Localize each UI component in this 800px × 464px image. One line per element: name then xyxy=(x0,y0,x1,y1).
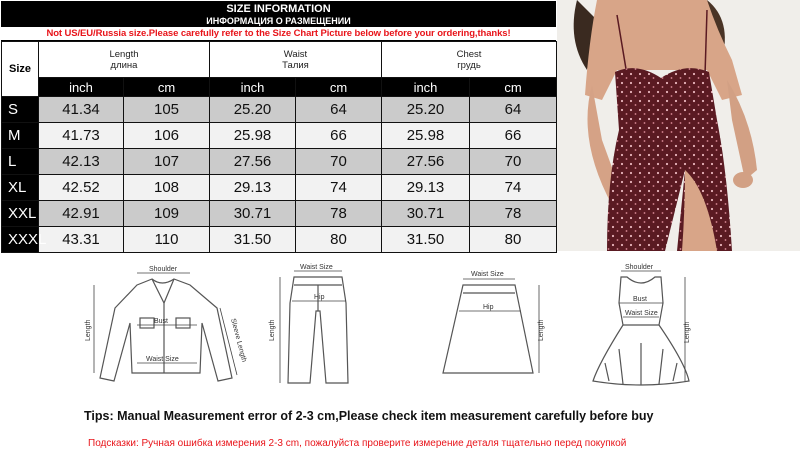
measurement-cell: 78 xyxy=(470,201,557,227)
table-row xyxy=(2,149,557,175)
measurement-cell: 109 xyxy=(124,201,210,227)
group-header-row xyxy=(2,42,557,78)
measurement-cell: 42.52 xyxy=(39,175,124,201)
measurement-cell: 64 xyxy=(470,97,557,123)
size-table xyxy=(1,1,556,253)
unit-header: cm xyxy=(470,78,557,97)
jacket-diagram xyxy=(82,263,252,398)
jacket-length-label: Length xyxy=(85,319,92,341)
measurement-cell: 31.50 xyxy=(382,227,470,253)
waist-group-header xyxy=(210,42,382,78)
measurement-cell: 108 xyxy=(124,175,210,201)
measurement-cell: 25.20 xyxy=(210,97,296,123)
pants-length-label: Length xyxy=(269,319,276,341)
unit-header: inch xyxy=(39,78,124,97)
measurement-cell: 106 xyxy=(124,123,210,149)
pants-waist-label: Waist Size xyxy=(300,264,333,271)
length-group-header xyxy=(39,42,210,78)
chest-label: Chest xyxy=(456,48,482,60)
table-row xyxy=(2,175,557,201)
measurement-cell: 27.56 xyxy=(210,149,296,175)
size-notice: Not US/EU/Russia size.Please carefully refer to the Size Chart Picture below before your ordering,thanks! xyxy=(1,27,556,41)
table-header xyxy=(1,1,556,27)
jacket-bust-label: Bust xyxy=(154,318,169,325)
measurement-cell: 110 xyxy=(124,227,210,253)
measurement-cell: 105 xyxy=(124,97,210,123)
skirt-waist-label: Waist Size xyxy=(471,271,504,278)
dress-length-label: Length xyxy=(684,321,691,343)
length-label-ru: длина xyxy=(110,59,138,71)
table-row xyxy=(2,227,557,253)
measurement-cell: 27.56 xyxy=(382,149,470,175)
dress-shoulder-label: Shoulder xyxy=(625,264,654,271)
table-title: SIZE INFORMATION xyxy=(226,3,331,15)
measurement-cell: 74 xyxy=(296,175,382,201)
table-row xyxy=(2,97,557,123)
measurement-cell: 70 xyxy=(296,149,382,175)
measurement-cell: 66 xyxy=(470,123,557,149)
measurement-cell: 80 xyxy=(296,227,382,253)
waist-label-ru: Талия xyxy=(282,59,309,71)
unit-header-row xyxy=(2,78,557,97)
jacket-sleeve-label: Sleeve Length xyxy=(229,317,248,363)
measurement-cell: 41.34 xyxy=(39,97,124,123)
measurement-cell: 80 xyxy=(470,227,557,253)
dress-model-illustration xyxy=(557,0,800,251)
product-photo xyxy=(557,0,800,251)
measurement-cell: 29.13 xyxy=(210,175,296,201)
table-title-ru: ИНФОРМАЦИЯ О РАЗМЕЩЕНИИ xyxy=(206,16,351,26)
unit-header: cm xyxy=(124,78,210,97)
length-label: Length xyxy=(109,48,139,60)
dress-waist-label: Waist Size xyxy=(625,310,658,317)
measurement-cell: 78 xyxy=(296,201,382,227)
skirt-length-label: Length xyxy=(538,319,545,341)
measurement-cell: 29.13 xyxy=(382,175,470,201)
tips-russian: Подсказки: Ручная ошибка измерения 2-3 cm, пожалуйста проверите измерение деталя тщательно перед покупкой xyxy=(88,438,627,449)
measurement-cell: 66 xyxy=(296,123,382,149)
measurement-cell: 64 xyxy=(296,97,382,123)
measurement-cell: 70 xyxy=(470,149,557,175)
waist-label: Waist xyxy=(283,48,308,60)
unit-header: cm xyxy=(296,78,382,97)
tips-english: Tips: Manual Measurement error of 2-3 cm,Please check item measurement carefully before buy xyxy=(84,409,654,423)
jacket-waist-label: Waist Size xyxy=(146,356,179,363)
measurement-cell: 107 xyxy=(124,149,210,175)
size-cell: L xyxy=(2,149,39,175)
measurement-cell: 42.13 xyxy=(39,149,124,175)
dress-bust-label: Bust xyxy=(633,296,648,303)
measurement-cell: 41.73 xyxy=(39,123,124,149)
measurement-cell: 25.98 xyxy=(382,123,470,149)
measurement-cell: 30.71 xyxy=(210,201,296,227)
size-cell: XL xyxy=(2,175,39,201)
measurement-cell: 25.98 xyxy=(210,123,296,149)
size-cell: S xyxy=(2,97,39,123)
measurement-cell: 42.91 xyxy=(39,201,124,227)
dress-diagram xyxy=(585,263,695,398)
measurement-cell: 30.71 xyxy=(382,201,470,227)
skirt-diagram xyxy=(425,263,555,398)
unit-header: inch xyxy=(210,78,296,97)
jacket-shoulder-label: Shoulder xyxy=(149,266,178,273)
measurement-cell: 74 xyxy=(470,175,557,201)
size-column-header: Size xyxy=(2,42,39,97)
table-row xyxy=(2,123,557,149)
unit-header: inch xyxy=(382,78,470,97)
pants-diagram xyxy=(262,263,372,398)
skirt-hip-label: Hip xyxy=(483,304,494,311)
table-row xyxy=(2,201,557,227)
pants-hip-label: Hip xyxy=(314,294,325,301)
chest-group-header xyxy=(382,42,557,78)
size-cell: XXXL xyxy=(2,227,39,253)
measurement-cell: 43.31 xyxy=(39,227,124,253)
chest-label-ru: грудь xyxy=(457,59,481,71)
size-grid xyxy=(1,41,557,253)
size-cell: XXL xyxy=(2,201,39,227)
size-cell: M xyxy=(2,123,39,149)
measurement-cell: 25.20 xyxy=(382,97,470,123)
measurement-cell: 31.50 xyxy=(210,227,296,253)
